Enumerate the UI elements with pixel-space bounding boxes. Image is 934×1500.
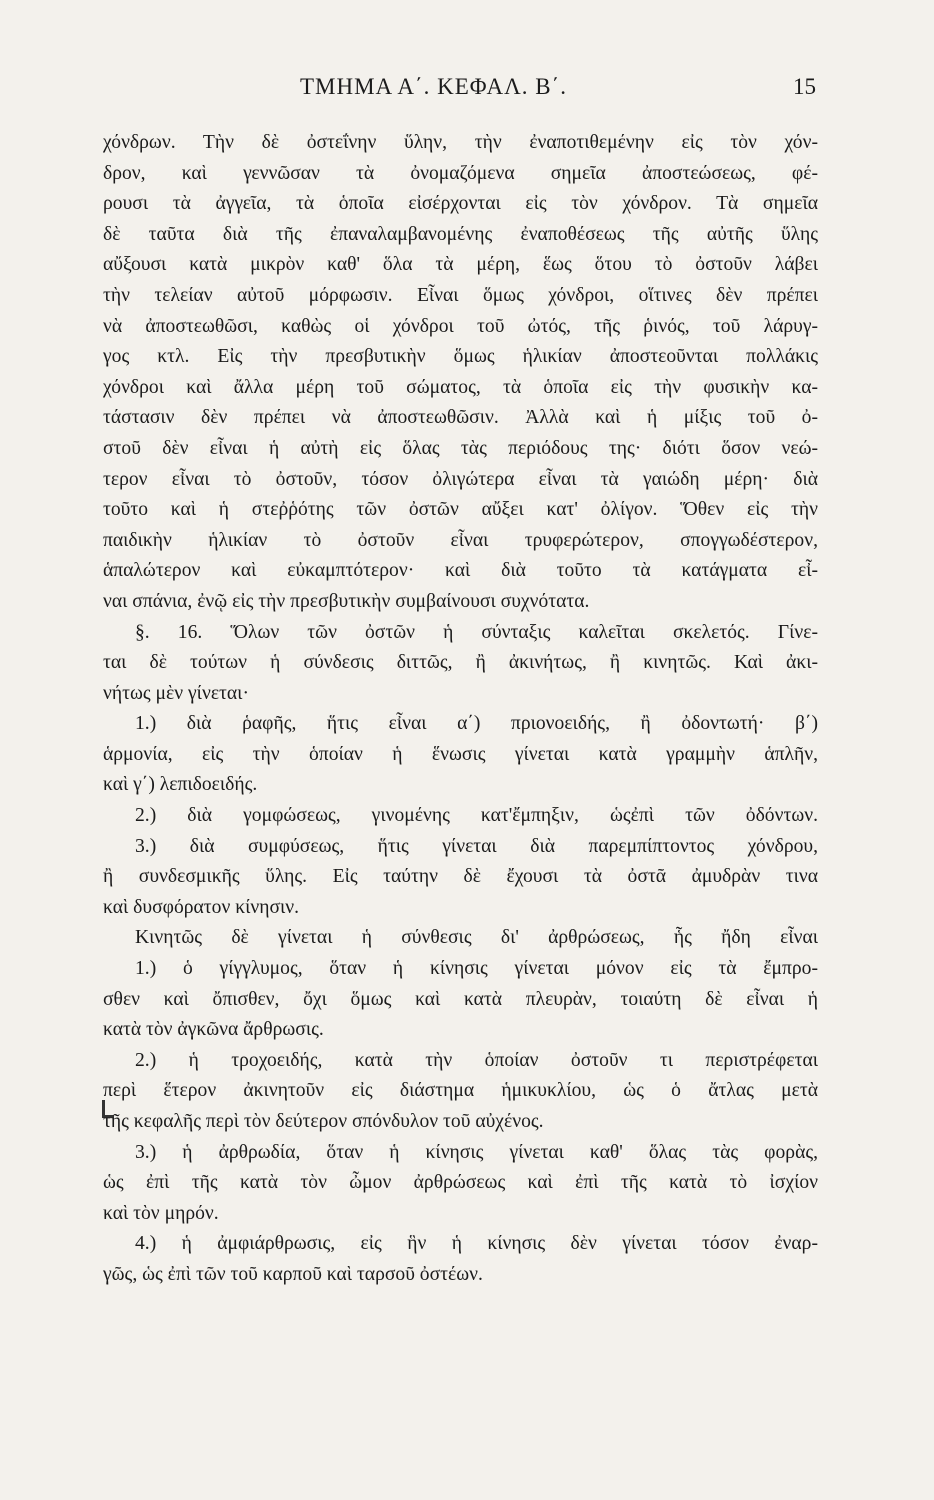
text-line: καὶ τὸν μηρόν. xyxy=(103,1202,219,1224)
text-line: δὲ ταῦτα διὰ τῆς ἐπαναλαμβανομένης ἐναποθέσεως τῆς αὐτῆς ὕλης xyxy=(103,223,818,245)
text-line: ἁρμονία, εἰς τὴν ὁποίαν ἡ ἕνωσις γίνεται κατὰ γραμμὴν ἁπλῆν, xyxy=(103,743,818,765)
text-line: κατὰ τὸν ἀγκῶνα ἄρθρωσις. xyxy=(103,1019,324,1041)
page-number: 15 xyxy=(793,74,816,99)
text-line: νήτως μὲν γίνεται· xyxy=(103,682,249,704)
list-item-line: 2.) ἡ τροχοειδής, κατὰ τὴν ὁποίαν ὀστοῦν τι περιστρέφεται xyxy=(135,1049,818,1071)
text-line: τοῦτο καὶ ἡ στεῤῥότης τῶν ὀστῶν αὔξει κατ' ὀλίγον. Ὅθεν εἰς τὴν xyxy=(103,499,818,521)
list-item-line: 2.) διὰ γομφώσεως, γινομένης κατ'ἔμπηξιν, ὡςἐπὶ τῶν ὀδόντων. xyxy=(135,805,818,827)
text-line: χόνδροι καὶ ἄλλα μέρη τοῦ σώματος, τὰ ὁποῖα εἰς τὴν φυσικὴν κα- xyxy=(103,376,818,398)
text-line: χόνδρων. Τὴν δὲ ὀστεΐνην ὕλην, τὴν ἐναποτιθεμένην εἰς τὸν χόν- xyxy=(103,132,818,153)
text-line: σθεν καὶ ὄπισθεν, ὄχι ὅμως καὶ κατὰ πλευρὰν, τοιαύτη δὲ εἶναι ἡ xyxy=(103,988,818,1010)
list-item-line: 1.) διὰ ῥαφῆς, ἥτις εἶναι α΄) πριονοειδής, ἢ ὀδοντωτή· β΄) xyxy=(135,713,818,735)
text-line: ἢ συνδεσμικῆς ὕλης. Εἰς ταύτην δὲ ἔχουσι τὰ ὀστᾶ ἀμυδρὰν τινα xyxy=(103,866,818,888)
text-line: ὡς ἐπὶ τῆς κατὰ τὸν ὦμον ἀρθρώσεως καὶ ἐπὶ τῆς κατὰ τὸ ἰσχίον xyxy=(103,1172,818,1194)
text-line: καὶ δυσφόρατον κίνησιν. xyxy=(103,896,300,918)
text-line: δρον, καὶ γεννῶσαν τὰ ὀνομαζόμενα σημεῖα ἀποστεώσεως, φέ- xyxy=(103,162,818,184)
text-line: τὴν τελείαν αὐτοῦ μόρφωσιν. Εἶναι ὅμως χόνδροι, οἵτινες δὲν πρέπει xyxy=(103,284,818,306)
text-line: στοῦ δὲν εἶναι ἡ αὐτὴ εἰς ὅλας τὰς περιόδους της· διότι ὅσον νεώ- xyxy=(103,437,818,459)
list-item-line: 3.) ἡ ἀρθρωδία, ὅταν ἡ κίνησις γίνεται καθ' ὅλας τὰς φορὰς, xyxy=(135,1141,818,1163)
text-line: τῆς κεφαλῆς περὶ τὸν δεύτερον σπόνδυλον τοῦ αὐχένος. xyxy=(103,1111,544,1132)
list-item-line: 4.) ἡ ἀμφιάρθρωσις, εἰς ἣν ἡ κίνησις δὲν γίνεται τόσον ἐναρ- xyxy=(135,1233,818,1255)
text-line: περὶ ἕτερον ἀκινητοῦν εἰς διάστημα ἡμικυκλίου, ὡς ὁ ἄτλας μετὰ xyxy=(103,1080,818,1102)
text-line: ρουσι τὰ ἀγγεῖα, τὰ ὁποῖα εἰσέρχονται εἰς τὸν χόνδρον. Τὰ σημεῖα xyxy=(103,193,818,215)
list-item-line: 1.) ὁ γίγγλυμος, ὅταν ἡ κίνησις γίνεται μόνον εἰς τὰ ἔμπρο- xyxy=(135,958,818,980)
text-line: γῶς, ὡς ἐπὶ τῶν τοῦ καρποῦ καὶ ταρσοῦ ὀστέων. xyxy=(103,1263,483,1285)
text-line: ἁπαλώτερον καὶ εὐκαμπτότερον· καὶ διὰ τοῦτο τὰ κατάγματα εἶ- xyxy=(103,560,818,582)
running-title: ΤΜΗΜΑ Α΄. ΚΕΦΑΛ. Β΄. xyxy=(300,74,568,99)
text-line: νὰ ἀποστεωθῶσι, καθὼς οἱ χόνδροι τοῦ ὠτός, τῆς ῥινός, τοῦ λάρυγ- xyxy=(103,315,818,337)
text-line: αὔξουσι κατὰ μικρὸν καθ' ὅλα τὰ μέρη, ἕως ὅτου τὸ ὀστοῦν λάβει xyxy=(103,254,818,276)
paragraph-start-line: Κινητῶς δὲ γίνεται ἡ σύνθεσις δι' ἀρθρώσεως, ἧς ἤδη εἶναι xyxy=(135,927,818,949)
text-line: ται δὲ τούτων ἡ σύνδεσις διττῶς, ἢ ἀκινήτως, ἢ κινητῶς. Καὶ ἀκι- xyxy=(103,652,818,674)
text-line: τάστασιν δὲν πρέπει νὰ ἀποστεωθῶσιν. Ἀλλὰ καὶ ἡ μίξις τοῦ ὀ- xyxy=(103,407,818,429)
section-heading-line: §. 16. Ὅλων τῶν ὀστῶν ἡ σύνταξις καλεῖται σκελετός. Γίνε- xyxy=(135,621,818,643)
text-line: παιδικὴν ἡλικίαν τὸ ὀστοῦν εἶναι τρυφερώτερον, σπογγωδέστερον, xyxy=(103,529,818,551)
body-text xyxy=(103,128,818,1291)
text-line: καὶ γ΄) λεπιδοειδής. xyxy=(103,774,258,796)
text-line: τερον εἶναι τὸ ὀστοῦν, τόσον ὀλιγώτερα εἶναι τὰ γαιώδη μέρη· διὰ xyxy=(103,468,818,490)
list-item-line: 3.) διὰ συμφύσεως, ἥτις γίνεται διὰ παρεμπίπτοντος χόνδρου, xyxy=(135,835,818,857)
page-header xyxy=(0,74,934,110)
text-line: ναι σπάνια, ἐνῷ εἰς τὴν πρεσβυτικὴν συμβαίνουσι συχνότατα. xyxy=(103,590,590,612)
text-line: γος κτλ. Εἰς τὴν πρεσβυτικὴν ὅμως ἡλικίαν ἀποστεοῦνται πολλάκις xyxy=(103,346,818,368)
